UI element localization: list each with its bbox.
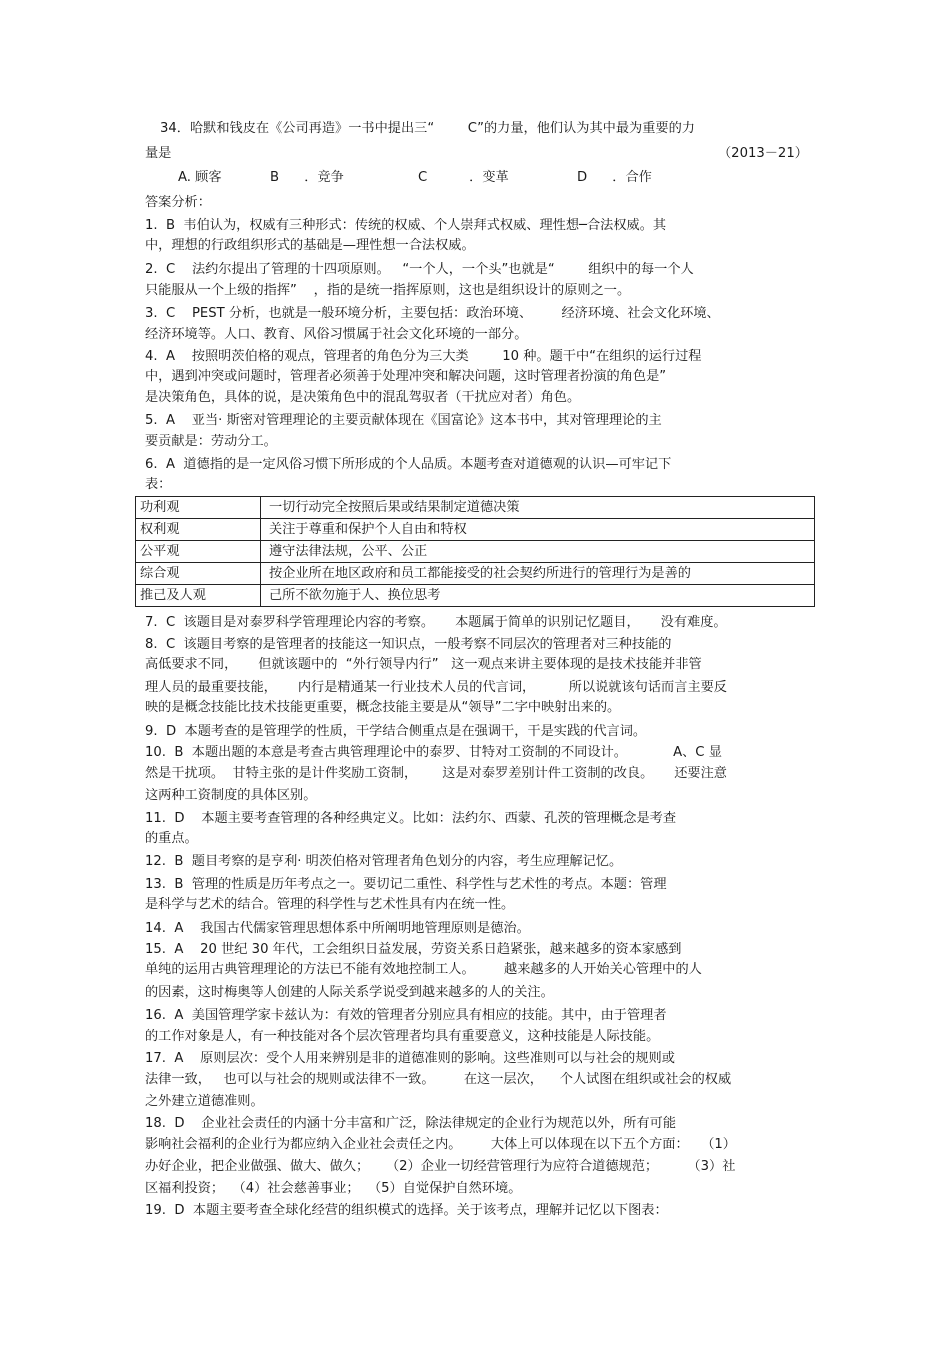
answer-line: 13. B 管理的性质是历年考点之一。要切记二重性、科学性与艺术性的考点。本题：管理 <box>145 877 667 892</box>
table-row <box>136 497 815 519</box>
answer-line: 是决策角色，具体的说，是决策角色中的混乱驾驭者（干扰应对者）角色。 <box>145 390 581 405</box>
table-row <box>136 585 815 607</box>
option-a: A. 顾客 <box>178 170 222 185</box>
option-b: B ．竞争 <box>270 170 344 185</box>
option-d: D ．合作 <box>577 170 652 185</box>
answer-line: 中，理想的行政组织形式的基础是—理性想一合法权威。 <box>145 238 475 253</box>
answer-line: 之外建立道德准则。 <box>145 1094 264 1109</box>
table-cell-desc: 按企业所在地区政府和员工都能接受的社会契约所进行的管理行为是善的 <box>261 563 815 585</box>
answer-line: 1. B 韦伯认为，权威有三种形式：传统的权威、个人崇拜式权威、理性想─合法权威。其 <box>145 218 667 233</box>
answer-line: 18. D 企业社会责任的内涵十分丰富和广泛，除法律规定的企业行为规范以外，所有可能 <box>145 1116 677 1131</box>
answer-line: 然是干扰项。 甘特主张的是计件奖励工资制， 这是对泰罗差别计件工资制的改良。 还要注意 <box>145 766 727 781</box>
answer-line: 5. A 亚当· 斯密对管理理论的主要贡献体现在《国富论》这本书中，其对管理理论的主 <box>145 413 662 428</box>
table-row <box>136 541 815 563</box>
answer-line: 单纯的运用古典管理理论的方法已不能有效地控制工人。 越来越多的人开始关心管理中的人 <box>145 962 702 977</box>
answer-line: 15. A 20 世纪 30 年代，工会组织日益发展，劳资关系日趋紧张，越来越多的资本家感到 <box>145 942 682 957</box>
answer-line: 表： <box>145 477 172 492</box>
answer-line: 4. A 按照明茨伯格的观点，管理者的角色分为三大类 10 种。题干中“在组织的运行过程 <box>145 349 702 364</box>
answer-line: 9. D 本题考查的是管理学的性质，干学结合侧重点是在强调干，干是实践的代言词。 <box>145 724 647 739</box>
question-reference: （2013－21） <box>718 146 808 161</box>
table-cell-term: 综合观 <box>136 563 261 585</box>
table-cell-term: 公平观 <box>136 541 261 563</box>
option-c: C ．变革 <box>418 170 509 185</box>
answer-line: 要贡献是：劳动分工。 <box>145 434 277 449</box>
answer-line: 法律一致， 也可以与社会的规则或法律不一致。 在这一层次， 个人试图在组织或社会的权威 <box>145 1072 732 1087</box>
table-row <box>136 519 815 541</box>
answer-line: 经济环境等。人口、教育、风俗习惯属于社会文化环境的一部分。 <box>145 327 528 342</box>
answer-line: 只能服从一个上级的指挥” ，指的是统一指挥原则，这也是组织设计的原则之一。 <box>145 283 631 298</box>
answers-heading: 答案分析： <box>145 195 211 210</box>
answer-line: 10. B 本题出题的本意是考查古典管理理论中的泰罗、甘特对工资制的不同设计。 A、C 显 <box>145 745 722 760</box>
answer-line: 中，遇到冲突或问题时，管理者必须善于处理冲突和解决问题，这时管理者扮演的角色是” <box>145 369 667 384</box>
answer-line: 区福利投资； （4）社会慈善事业； （5）自觉保护自然环境。 <box>145 1181 522 1196</box>
answer-line: 6. A 道德指的是一定风俗习惯下所形成的个人品质。本题考查对道德观的认识—可牢记下 <box>145 457 672 472</box>
answer-line: 16. A 美国管理学家卡兹认为：有效的管理者分别应具有相应的技能。其中，由于管理者 <box>145 1008 667 1023</box>
answer-line: 14. A 我国古代儒家管理思想体系中所阐明地管理原则是德治。 <box>145 921 530 936</box>
answer-line: 影响社会福利的企业行为都应纳入企业社会责任之内。 大体上可以体现在以下五个方面： （1） <box>145 1137 736 1152</box>
answer-line: 的工作对象是人，有一种技能对各个层次管理者均具有重要意义，这种技能是人际技能。 <box>145 1029 660 1044</box>
table-cell-term: 推己及人观 <box>136 585 261 607</box>
answer-line: 高低要求不同， 但就该题中的 “外行领导内行” 这一观点来讲主要体现的是技术技能并非管 <box>145 657 702 672</box>
answer-line: 映的是概念技能比技术技能更重要，概念技能主要是从“领导”二字中映射出来的。 <box>145 700 621 715</box>
answer-line: 的重点。 <box>145 831 198 846</box>
table-cell-desc: 一切行动完全按照后果或结果制定道德决策 <box>261 497 815 519</box>
answer-line: 理人员的最重要技能， 内行是精通某一行业技术人员的代言词， 所以说就该句话而言主要反 <box>145 680 727 695</box>
table-cell-desc: 关注于尊重和保护个人自由和特权 <box>261 519 815 541</box>
table-cell-term: 功利观 <box>136 497 261 519</box>
answer-line: 11. D 本题主要考查管理的各种经典定义。比如：法约尔、西蒙、孔茨的管理概念是考查 <box>145 811 677 826</box>
answer-line: 17. A 原则层次：受个人用来辨别是非的道德准则的影响。这些准则可以与社会的规则或 <box>145 1051 675 1066</box>
question-line: 34．哈默和钱皮在《公司再造》一书中提出三“ C”的力量，他们认为其中最为重要的力 <box>160 121 695 136</box>
answer-line: 办好企业，把企业做强、做大、做久； （2）企业一切经营管理行为应符合道德规范； （3）社 <box>145 1159 736 1174</box>
table-row <box>136 563 815 585</box>
table-cell-desc: 己所不欲勿施于人、换位思考 <box>261 585 815 607</box>
question-line: 量是 <box>145 146 172 161</box>
answer-line: 12. B 题目考察的是亨利· 明茨伯格对管理者角色划分的内容，考生应理解记忆。 <box>145 854 623 869</box>
answer-line: 8. C 该题目考察的是管理者的技能这一知识点，一般考察不同层次的管理者对三种技能的 <box>145 637 672 652</box>
answer-line: 3. C PEST 分析，也就是一般环境分析，主要包括：政治环境、 经济环境、社会文化环境、 <box>145 306 720 321</box>
answer-line: 的因素，这时梅奥等人创建的人际关系学说受到越来越多的人的关注。 <box>145 985 554 1000</box>
answer-line: 7. C 该题目是对泰罗科学管理理论内容的考察。 本题属于简单的识别记忆题目， 没有难度。 <box>145 615 727 630</box>
answer-line: 2. C 法约尔提出了管理的十四项原则。 “一个人，一个头”也就是“ 组织中的每一个人 <box>145 262 694 277</box>
answer-line: 19. D 本题主要考查全球化经营的组织模式的选择。关于该考点，理解并记忆以下图表： <box>145 1203 668 1218</box>
ethics-views-table <box>135 496 815 607</box>
table-cell-desc: 遵守法律法规，公平、公正 <box>261 541 815 563</box>
answer-line: 这两种工资制度的具体区别。 <box>145 788 317 803</box>
table-cell-term: 权利观 <box>136 519 261 541</box>
answer-line: 是科学与艺术的结合。管理的科学性与艺术性具有内在统一性。 <box>145 897 515 912</box>
